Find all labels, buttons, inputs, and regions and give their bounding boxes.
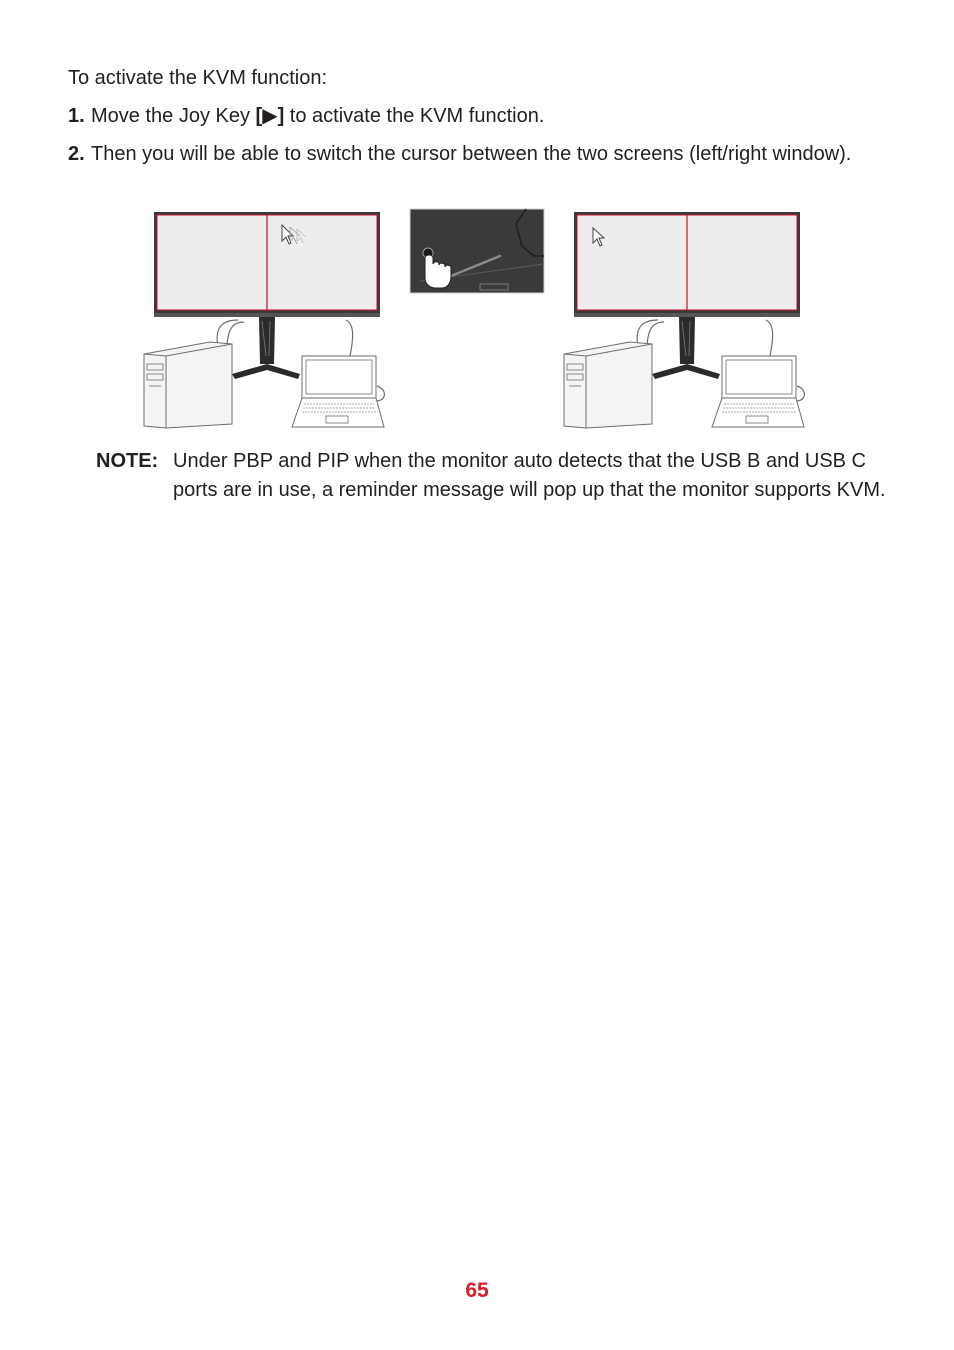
- desktop-pc-icon: [144, 342, 232, 428]
- intro-text: To activate the KVM function:: [68, 67, 328, 89]
- step-1-number: 1.: [68, 105, 85, 127]
- kvm-illustration: [140, 206, 820, 432]
- step-2: [68, 140, 888, 168]
- step-2-number: 2.: [68, 143, 85, 165]
- joy-key-symbol: [▶]: [255, 105, 285, 127]
- step-2-text: Then you will be able to switch the cursor between the two screens (left/right window).: [91, 143, 852, 165]
- laptop-icon: [712, 356, 804, 427]
- step-1-after: to activate the KVM function.: [284, 105, 545, 127]
- note-block: [96, 447, 896, 505]
- step-1-before: Move the Joy Key: [91, 105, 256, 127]
- joy-key-press-icon: [410, 209, 544, 293]
- note-label: NOTE:: [96, 450, 159, 472]
- note-text: Under PBP and PIP when the monitor auto detects that the USB B and USB C ports are in use, a reminder message will pop up that the monitor supports KVM.: [173, 450, 886, 501]
- right-setup: [564, 212, 804, 428]
- left-setup: [144, 212, 384, 428]
- step-1: [68, 102, 888, 130]
- page-number: 65: [465, 1279, 489, 1302]
- step-1-text: [68, 102, 888, 130]
- desktop-pc-icon: [564, 342, 652, 428]
- laptop-icon: [292, 356, 384, 427]
